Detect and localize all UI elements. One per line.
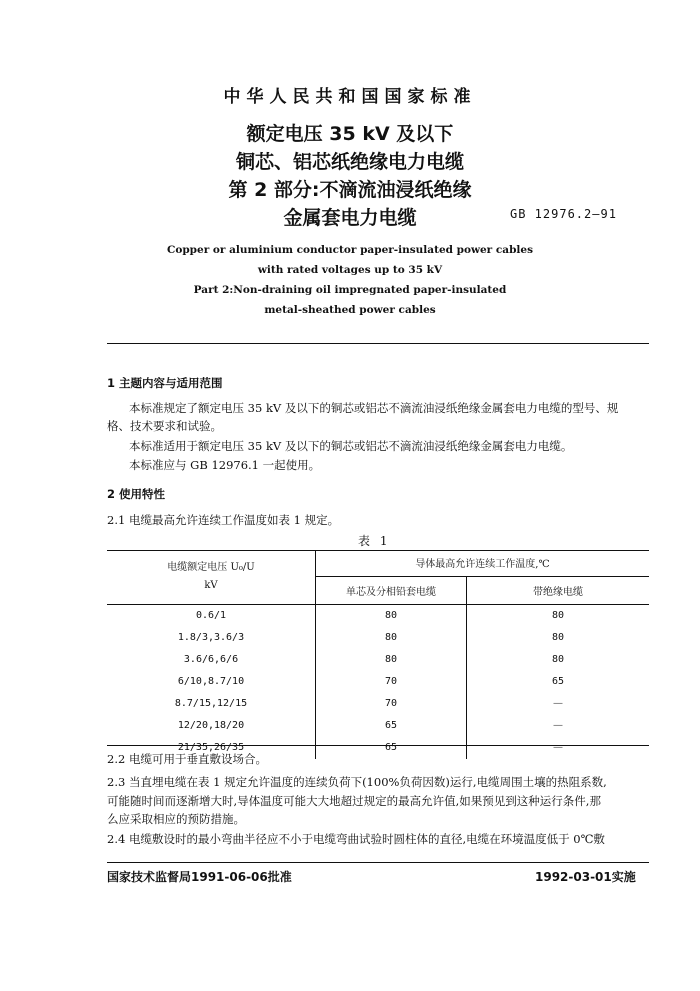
voltage-cell: 8.7/15,12/15 <box>107 693 316 715</box>
belted-temp-cell: — <box>553 698 563 709</box>
single-temp-cell: 65 <box>316 715 467 737</box>
title-line-3: 第 2 部分:不滴流油浸纸绝缘 <box>228 179 472 201</box>
standard-number: GB 12976.2—91 <box>510 207 617 221</box>
table-row <box>107 604 649 627</box>
clause-2-4: 2.4 电缆敷设时的最小弯曲半径应不小于电缆弯曲试验时圆柱体的直径,电缆在环境温度低于 0℃敷 <box>107 832 605 846</box>
voltage-cell: 12/20,18/20 <box>107 715 316 737</box>
section-1-paragraph-2: 本标准适用于额定电压 35 kV 及以下的铜芯或铝芯不滴流油浸纸绝缘金属套电力电缆。 <box>129 439 573 453</box>
approval-date: 国家技术监督局1991-06-06批准 <box>107 870 292 884</box>
section-1-paragraph-1: 本标准规定了额定电压 35 kV 及以下的铜芯或铝芯不滴流油浸纸绝缘金属套电力电缆的型号、规 <box>129 401 619 415</box>
single-temp-cell: 70 <box>316 693 467 715</box>
belted-temp-cell: — <box>553 742 563 753</box>
title-line-4: 金属套电力电缆 <box>283 207 417 229</box>
voltage-cell: 1.8/3,3.6/3 <box>107 627 316 649</box>
section-1-paragraph-3: 本标准应与 GB 12976.1 一起使用。 <box>129 458 321 472</box>
section-2-heading: 2 使用特性 <box>107 487 166 501</box>
table-row <box>107 671 649 693</box>
clause-2-3-cont-2: 么应采取相应的预防措施。 <box>107 812 245 826</box>
table-row <box>107 649 649 671</box>
english-title-line-2: with rated voltages up to 35 kV <box>257 264 443 276</box>
title-line-1: 额定电压 35 kV 及以下 <box>246 123 454 145</box>
belted-temp-cell: 65 <box>551 676 565 687</box>
table-bottom-rule <box>107 745 649 746</box>
single-temp-cell: 80 <box>316 627 467 649</box>
english-title-line-3: Part 2:Non-draining oil impregnated paper-insulated <box>193 284 507 296</box>
belted-temp-cell: 80 <box>551 610 565 621</box>
voltage-cell: 0.6/1 <box>107 604 316 627</box>
voltage-cell: 21/35,26/35 <box>107 737 316 759</box>
clause-2-3-cont-1: 可能随时间而逐渐增大时,导体温度可能大大地超过规定的最高允许值,如果预见到这种运行条件,那 <box>107 794 601 808</box>
voltage-header-unit: kV <box>204 579 218 591</box>
header-divider <box>107 343 649 344</box>
section-1-heading: 1 主题内容与适用范围 <box>107 376 223 390</box>
section-1-paragraph-1-cont: 格、技术要求和试验。 <box>107 419 222 433</box>
table-row <box>107 715 649 737</box>
table-row <box>107 627 649 649</box>
belted-header: 带绝缘电缆 <box>467 576 650 604</box>
temperature-table <box>107 550 649 759</box>
table-row <box>107 693 649 715</box>
issuing-organization: 中华人民共和国国家标准 <box>223 87 477 107</box>
clause-2-1: 2.1 电缆最高允许连续工作温度如表 1 规定。 <box>107 513 340 527</box>
single-core-header: 单芯及分相铅套电缆 <box>316 576 467 604</box>
voltage-header-label: 电缆额定电压 U₀/U <box>167 561 255 573</box>
effective-date: 1992-03-01实施 <box>535 870 636 884</box>
single-temp-cell: 70 <box>316 671 467 693</box>
clause-2-3: 2.3 当直埋电缆在表 1 规定允许温度的连续负荷下(100%负荷因数)运行,电缆周围土壤的热阻系数, <box>107 775 607 789</box>
temperature-group-header: 导体最高允许连续工作温度,℃ <box>316 550 650 576</box>
voltage-cell: 3.6/6,6/6 <box>107 649 316 671</box>
title-line-2: 铜芯、铝芯纸绝缘电力电缆 <box>235 151 464 173</box>
single-temp-cell: 80 <box>316 649 467 671</box>
english-title-line-4: metal-sheathed power cables <box>264 304 436 316</box>
voltage-header <box>107 550 316 604</box>
clause-2-2: 2.2 电缆可用于垂直敷设场合。 <box>107 752 267 766</box>
belted-temp-cell: 80 <box>551 632 565 643</box>
voltage-cell: 6/10,8.7/10 <box>107 671 316 693</box>
table-caption: 表 1 <box>358 534 391 548</box>
footer-divider <box>107 862 649 863</box>
single-temp-cell: 65 <box>316 737 467 759</box>
belted-temp-cell: — <box>553 720 563 731</box>
single-temp-cell: 80 <box>316 604 467 627</box>
belted-temp-cell: 80 <box>551 654 565 665</box>
english-title-line-1: Copper or aluminium conductor paper-insulated power cables <box>166 244 533 256</box>
